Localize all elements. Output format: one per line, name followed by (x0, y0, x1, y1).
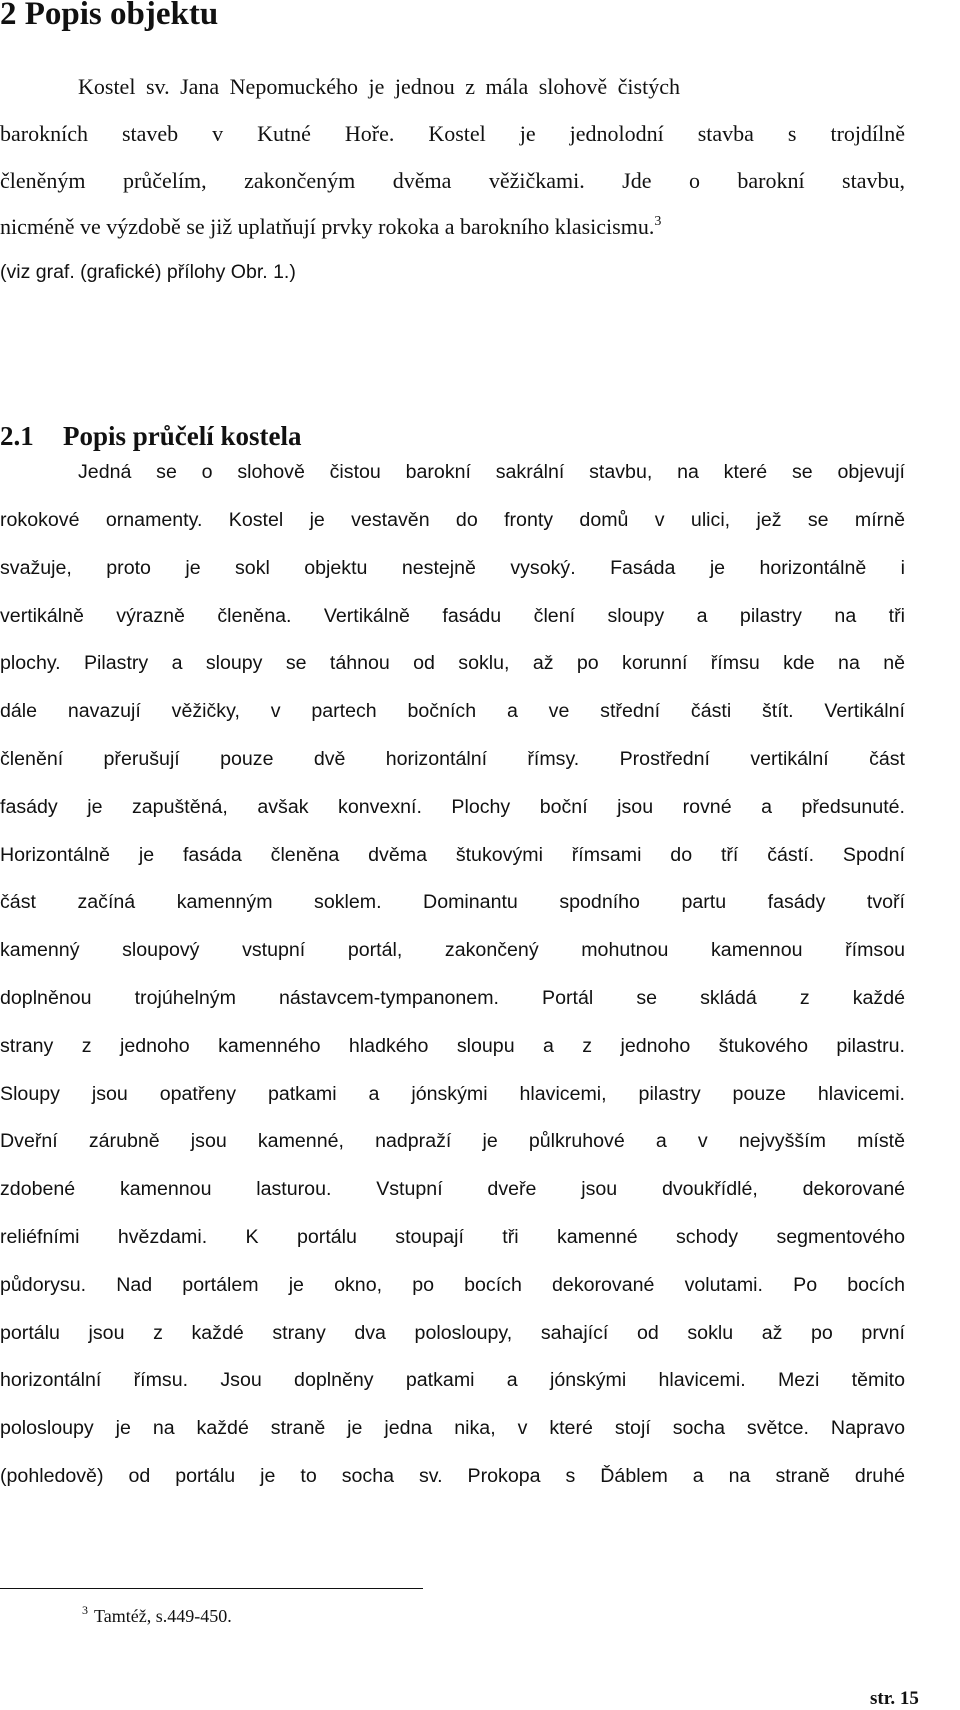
body-line: Dveřní zárubně jsou kamenné, nadpraží je půlkruhové a v nejvyšším místě (0, 1130, 905, 1152)
intro-line: barokních staveb v Kutné Hoře. Kostel je jednolodní stavba s trojdílně (0, 121, 905, 146)
intro-line (0, 214, 661, 240)
body-line: strany z jednoho kamenného hladkého sloupu a z jednoho štukového pilastru. (0, 1035, 905, 1057)
body-line: zdobené kamennou lasturou. Vstupní dveře jsou dvoukřídlé, dekorované (0, 1178, 905, 1200)
body-line: dále navazují věžičky, v partech bočních a ve střední části štít. Vertikální (0, 700, 905, 722)
footnote-mark: 3 (82, 1603, 88, 1617)
body-line: doplněnou trojúhelným nástavcem-tympanonem. Portál se skládá z každé (0, 987, 905, 1009)
body-line: část začíná kamenným soklem. Dominantu spodního partu fasády tvoří (0, 891, 905, 913)
body-line: rokokové ornamenty. Kostel je vestavěn do fronty domů v ulici, jež se mírně (0, 509, 905, 531)
subsection-title: Popis průčelí kostela (63, 421, 302, 451)
figure-reference: (viz graf. (grafické) přílohy Obr. 1.) (0, 261, 296, 283)
body-line: půdorysu. Nad portálem je okno, po bocích dekorované volutami. Po bocích (0, 1274, 905, 1296)
body-line: Jedná se o slohově čistou barokní sakrální stavbu, na které se objevují (78, 461, 905, 483)
body-line: Horizontálně je fasáda členěna dvěma štukovými římsami do tří částí. Spodní (0, 844, 905, 866)
body-line: plochy. Pilastry a sloupy se táhnou od soklu, až po korunní římsu kde na ně (0, 652, 905, 674)
body-line: horizontální římsu. Jsou doplněny patkami a jónskými hlavicemi. Mezi těmito (0, 1369, 905, 1391)
body-line: fasády je zapuštěná, avšak konvexní. Plochy boční jsou rovné a předsunuté. (0, 796, 905, 818)
body-line: Sloupy jsou opatřeny patkami a jónskými hlavicemi, pilastry pouze hlavicemi. (0, 1083, 905, 1105)
footnote-reference: 3 (654, 214, 662, 229)
footnote (82, 1603, 232, 1627)
section-heading: 2 Popis objektu (0, 0, 219, 32)
body-line: reliéfními hvězdami. K portálu stoupají tři kamenné schody segmentového (0, 1226, 905, 1248)
page-number: str. 15 (870, 1688, 919, 1709)
intro-line: Kostel sv. Jana Nepomuckého je jednou z mála slohově čistých (78, 74, 680, 99)
body-line: členění přerušují pouze dvě horizontální římsy. Prostřední vertikální část (0, 748, 905, 770)
intro-line-text: nicméně ve výzdobě se již uplatňují prvky rokoka a barokního klasicismu. (0, 214, 655, 239)
intro-line: členěným průčelím, zakončeným dvěma věžičkami. Jde o barokní stavbu, (0, 168, 905, 193)
footnote-separator (0, 1588, 423, 1589)
footnote-text: Tamtéž, s.449-450. (94, 1606, 232, 1626)
body-line: (pohledově) od portálu je to socha sv. Prokopa s Ďáblem a na straně druhé (0, 1465, 905, 1487)
body-line: vertikálně výrazně členěna. Vertikálně fasádu člení sloupy a pilastry na tři (0, 605, 905, 627)
subsection-heading (0, 418, 302, 454)
body-line: portálu jsou z každé strany dva polosloupy, sahající od soklu až po první (0, 1322, 905, 1344)
body-line: polosloupy je na každé straně je jedna nika, v které stojí socha světce. Napravo (0, 1417, 905, 1439)
subsection-number: 2.1 (0, 421, 34, 451)
body-line: svažuje, proto je sokl objektu nestejně vysoký. Fasáda je horizontálně i (0, 557, 905, 579)
body-line: kamenný sloupový vstupní portál, zakončený mohutnou kamennou římsou (0, 939, 905, 961)
